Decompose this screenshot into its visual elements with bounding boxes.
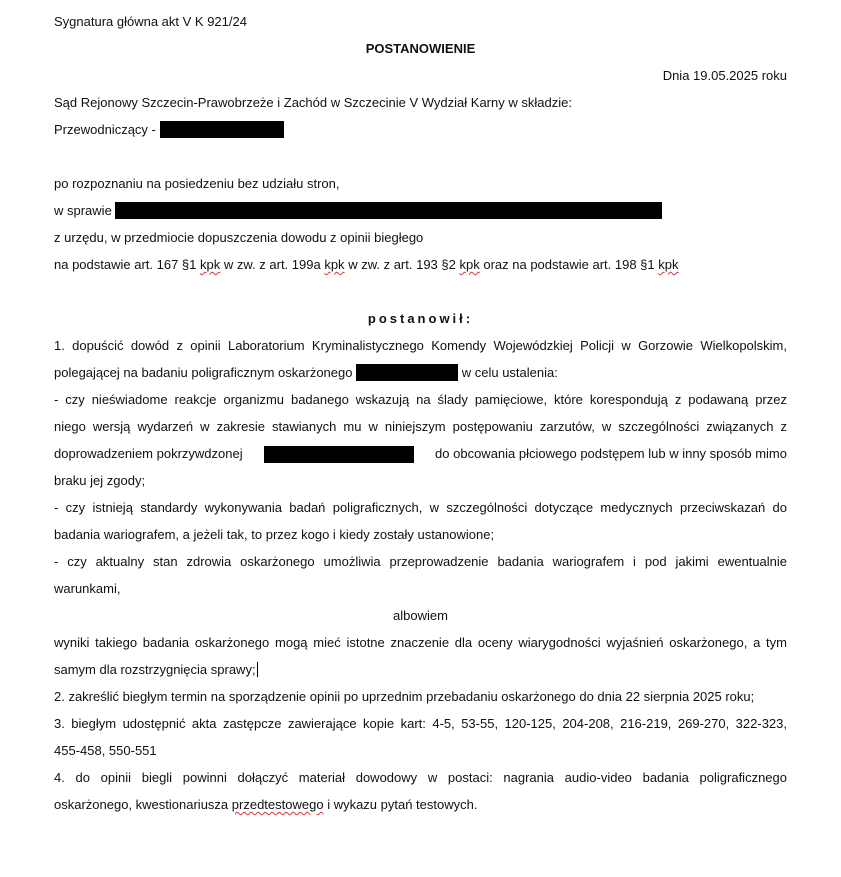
spellcheck-word: kpk [324,257,345,272]
question-2-line: badania wariografem, a jeżeli tak, to przez kogo i kiedy zostały ustanowione; [54,527,495,542]
reason-text: samym dla rozstrzygnięcia sprawy; [54,662,256,677]
redacted-victim-name [264,446,414,463]
considered-line: po rozpoznaniu na posiedzeniu bez udziału stron, [54,176,340,191]
point-1-subject-line [54,364,787,382]
point-4-line-end [54,796,787,814]
ex-officio-line: z urzędu, w przedmiocie dopuszczenia dowodu z opinii biegłego [54,230,424,245]
point-1-line: 1. dopuścić dowód z opinii Laboratorium Kryminalistycznego Komendy Wojewódzkiej Policji w Gorzowie Wielkopolskim, [54,338,787,353]
question-1-victim-line [54,445,787,463]
question-3-line: warunkami, [54,581,121,596]
point-1-text: w celu ustalenia: [461,365,558,380]
legal-basis-text: oraz na podstawie art. 198 §1 [483,257,655,272]
spellcheck-word: przedtestowego [231,797,324,812]
case-label: w sprawie [54,203,112,218]
redacted-case-details [115,202,662,219]
question-1-text: doprowadzeniem pokrzywdzonej [54,446,243,461]
point-4-line: 4. do opinii biegli powinni dołączyć materiał dowodowy w postaci: nagrania audio-video badania poligraficznego [54,770,787,785]
question-3-line: - czy aktualny stan zdrowia oskarżonego umożliwia przeprowadzenie badania wariografem i pod jakimi ewentualnie [54,554,787,569]
spellcheck-word: kpk [658,257,679,272]
reason-line-end [54,661,787,679]
question-1-text: do obcowania płciowego podstępem lub w inny sposób mimo [435,446,787,461]
legal-basis-text: w zw. z art. 193 §2 [348,257,456,272]
ruling-heading: postanowił: [367,311,474,326]
court-name: Sąd Rejonowy Szczecin-Prawobrzeże i Zachód w Szczecinie V Wydział Karny w składzie: [54,95,572,110]
redacted-chair-name [160,121,284,138]
spellcheck-word: kpk [200,257,221,272]
text-cursor [257,662,258,677]
document-title: POSTANOWIENIE [365,41,476,56]
redacted-defendant-name [356,364,458,381]
chair-label: Przewodniczący - [54,122,156,137]
point-2-line: 2. zakreślić biegłym termin na sporządzenie opinii po uprzednim przebadaniu oskarżonego do dnia 22 sierpnia 2025 roku; [54,689,755,704]
question-2-line: - czy istnieją standardy wykonywania badań poligraficznych, w szczególności dotyczące medycznych przeciwskazań do [54,500,787,515]
document-date: Dnia 19.05.2025 roku [662,68,787,83]
case-signature: Sygnatura główna akt V K 921/24 [54,14,247,29]
legal-basis-text: w zw. z art. 199a [223,257,321,272]
question-1-line: niego wersją wydarzeń w zakresie stawianych mu w niniejszym postępowaniu zarzutów, w szczególności związanych z [54,419,787,434]
point-1-text: polegającej na badaniu poligraficznym oskarżonego [54,365,353,380]
spellcheck-word: kpk [459,257,480,272]
point-3-line: 455-458, 550-551 [54,743,157,758]
point-4-text: i wykazu pytań testowych. [327,797,478,812]
question-1-line: - czy nieświadome reakcje organizmu badanego wskazują na ślady pamięciowe, które korespondują z podawaną przez [54,392,787,407]
point-3-line: 3. biegłym udostępnić akta zastępcze zawierające kopie kart: 4-5, 53-55, 120-125, 204-208, 216-219, 269-270, 322-323, [54,716,787,731]
legal-basis-line [54,256,787,274]
because-line: albowiem [393,608,448,623]
chair-line [54,121,787,139]
reason-line: wyniki takiego badania oskarżonego mogą mieć istotne znaczenie dla oceny wiarygodności wyjaśnień oskarżonego, a tym [54,635,787,650]
case-line [54,202,787,220]
question-1-line: braku jej zgody; [54,473,146,488]
legal-basis-text: na podstawie art. 167 §1 [54,257,197,272]
point-4-text: oskarżonego, kwestionariusza [54,797,229,812]
